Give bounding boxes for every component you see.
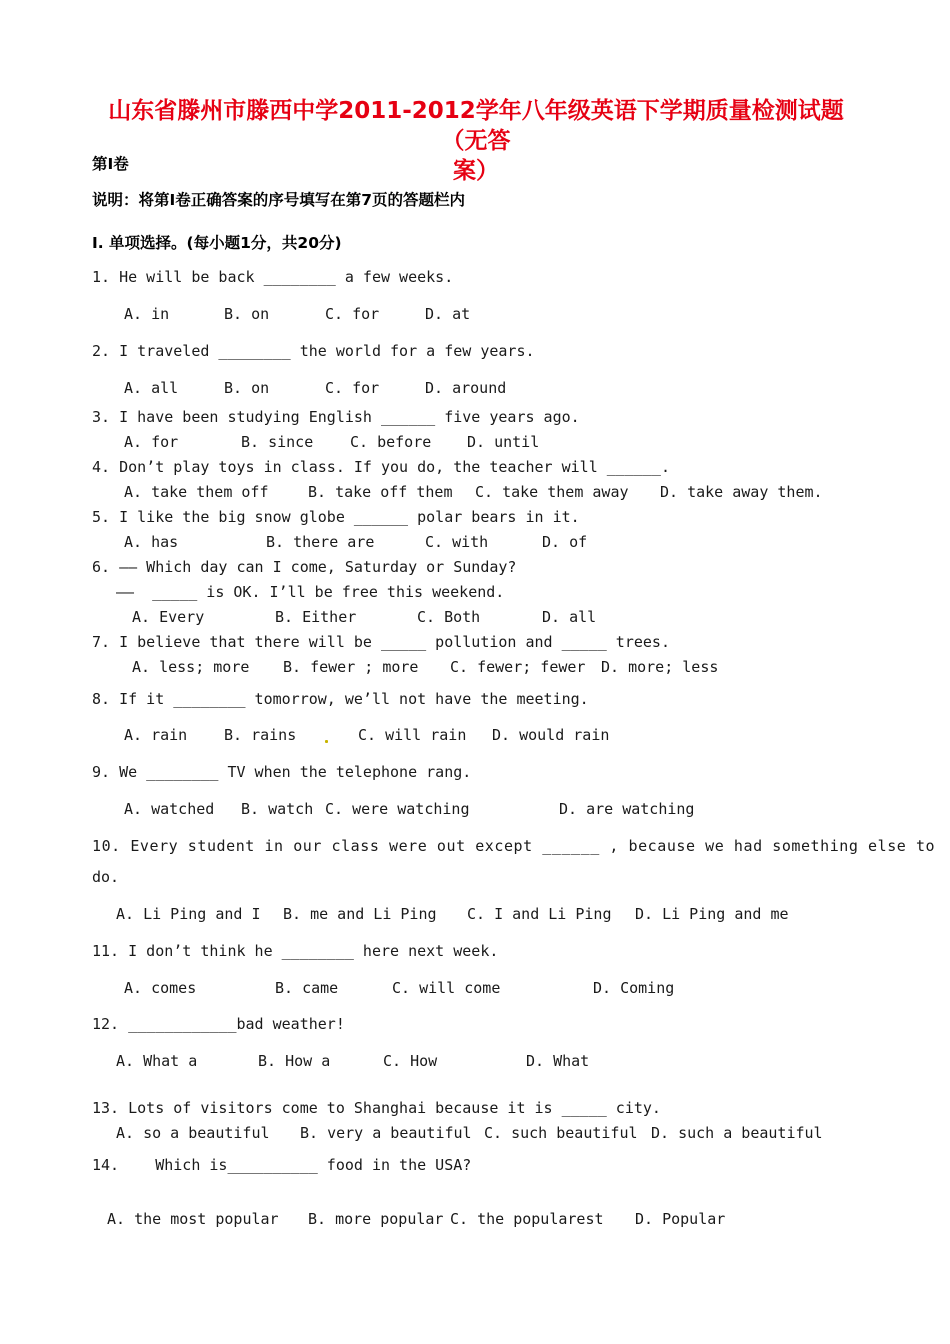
question-9-options [0, 800, 950, 822]
question-10-options [0, 905, 950, 927]
exam-title-line-1: 山东省滕州市滕西中学2011-2012学年八年级英语下学期质量检测试题（无答 [108, 98, 844, 154]
option-a: A. rain [124, 726, 188, 744]
question-10-stem: 10. Every student in our class were out except ______ , because we had something else to [92, 837, 936, 855]
question-6-stem: 6. —— Which day can I come, Saturday or Sunday? [92, 558, 517, 576]
question-5-options [0, 533, 950, 555]
exam-title [86, 96, 866, 186]
question-6-reply: —— _____ is OK. I’ll be free this weekend. [116, 583, 505, 601]
question-14-stem: 14. Which is__________ food in the USA? [92, 1156, 472, 1174]
question-5-stem: 5. I like the big snow globe ______ polar bears in it. [92, 508, 580, 526]
part-heading: Ⅰ. 单项选择。(每小题1分，共20分) [92, 234, 342, 252]
question-3-stem: 3. I have been studying English ______ five years ago. [92, 408, 580, 426]
question-7-options [0, 658, 950, 680]
option-b: B. me and Li Ping [283, 905, 437, 923]
exam-title-line-2: 案） [453, 158, 499, 184]
option-c: C. will rain [358, 726, 467, 744]
option-a: A. What a [116, 1052, 198, 1070]
option-b: B. on [224, 379, 270, 397]
question-13-options [0, 1124, 950, 1146]
section-label: 第Ⅰ卷 [92, 155, 129, 173]
option-d: D. all [542, 608, 597, 626]
option-a: A. in [124, 305, 170, 323]
option-c: C. I and Li Ping [467, 905, 612, 923]
question-13-stem: 13. Lots of visitors come to Shanghai because it is _____ city. [92, 1099, 661, 1117]
option-b: B. there are [266, 533, 375, 551]
question-10-stem-continued: do. [92, 868, 120, 886]
option-d: D. Li Ping and me [635, 905, 789, 923]
question-1-options [0, 305, 950, 327]
option-d: D. such a beautiful [651, 1124, 823, 1142]
option-d: D. are watching [559, 800, 695, 818]
option-d: D. until [467, 433, 540, 451]
question-4-stem: 4. Don’t play toys in class. If you do, the teacher will ______. [92, 458, 670, 476]
option-d: D. at [425, 305, 471, 323]
option-b: B. take off them [308, 483, 453, 501]
option-c: C. were watching [325, 800, 470, 818]
instruction-text: 说明：将第Ⅰ卷正确答案的序号填写在第7页的答题栏内 [92, 191, 466, 209]
option-b: B. How a [258, 1052, 331, 1070]
option-c: C. for [325, 379, 380, 397]
question-2-options [0, 379, 950, 401]
question-12-stem: 12. ____________bad weather! [92, 1015, 345, 1033]
question-2-stem: 2. I traveled ________ the world for a few years. [92, 342, 535, 360]
option-c: C. How [383, 1052, 438, 1070]
option-d: D. Coming [593, 979, 675, 997]
option-c: C. Both [417, 608, 481, 626]
option-a: A. take them off [124, 483, 269, 501]
option-a: A. all [124, 379, 179, 397]
question-9-stem: 9. We ________ TV when the telephone rang. [92, 763, 472, 781]
question-3-options [0, 433, 950, 455]
option-c: C. before [350, 433, 432, 451]
option-a: A. comes [124, 979, 197, 997]
option-a: A. less; more [132, 658, 250, 676]
option-b: B. on [224, 305, 270, 323]
option-d: D. Popular [635, 1210, 726, 1228]
option-b: B. fewer ; more [283, 658, 419, 676]
option-b: B. since [241, 433, 314, 451]
option-d: D. take away them. [660, 483, 823, 501]
option-b: B. Either [275, 608, 357, 626]
question-6-options [0, 608, 950, 630]
option-d: D. would rain [492, 726, 610, 744]
question-7-stem: 7. I believe that there will be _____ pollution and _____ trees. [92, 633, 670, 651]
option-c: C. with [425, 533, 489, 551]
option-c: C. the popularest [450, 1210, 604, 1228]
question-8-options [0, 726, 950, 748]
option-c: C. fewer; fewer [450, 658, 586, 676]
option-b: B. watch [241, 800, 314, 818]
option-c: C. will come [392, 979, 501, 997]
option-b: B. more popular [308, 1210, 444, 1228]
option-a: A. the most popular [107, 1210, 279, 1228]
stray-mark-dot [325, 740, 328, 743]
question-14-options [0, 1210, 950, 1232]
question-11-stem: 11. I don’t think he ________ here next week. [92, 942, 499, 960]
option-c: C. take them away [475, 483, 629, 501]
option-c: C. for [325, 305, 380, 323]
option-d: D. What [526, 1052, 590, 1070]
option-d: D. more; less [601, 658, 719, 676]
option-a: A. watched [124, 800, 215, 818]
option-a: A. so a beautiful [116, 1124, 270, 1142]
option-a: A. has [124, 533, 179, 551]
option-a: A. for [124, 433, 179, 451]
option-b: B. rains [224, 726, 297, 744]
question-4-options [0, 483, 950, 505]
option-c: C. such beautiful [484, 1124, 638, 1142]
question-12-options [0, 1052, 950, 1074]
question-1-stem: 1. He will be back ________ a few weeks. [92, 268, 454, 286]
option-a: A. Every [132, 608, 205, 626]
option-b: B. came [275, 979, 339, 997]
option-d: D. of [542, 533, 588, 551]
option-d: D. around [425, 379, 507, 397]
option-b: B. very a beautiful [300, 1124, 472, 1142]
option-a: A. Li Ping and I [116, 905, 261, 923]
question-8-stem: 8. If it ________ tomorrow, we’ll not have the meeting. [92, 690, 589, 708]
question-11-options [0, 979, 950, 1001]
